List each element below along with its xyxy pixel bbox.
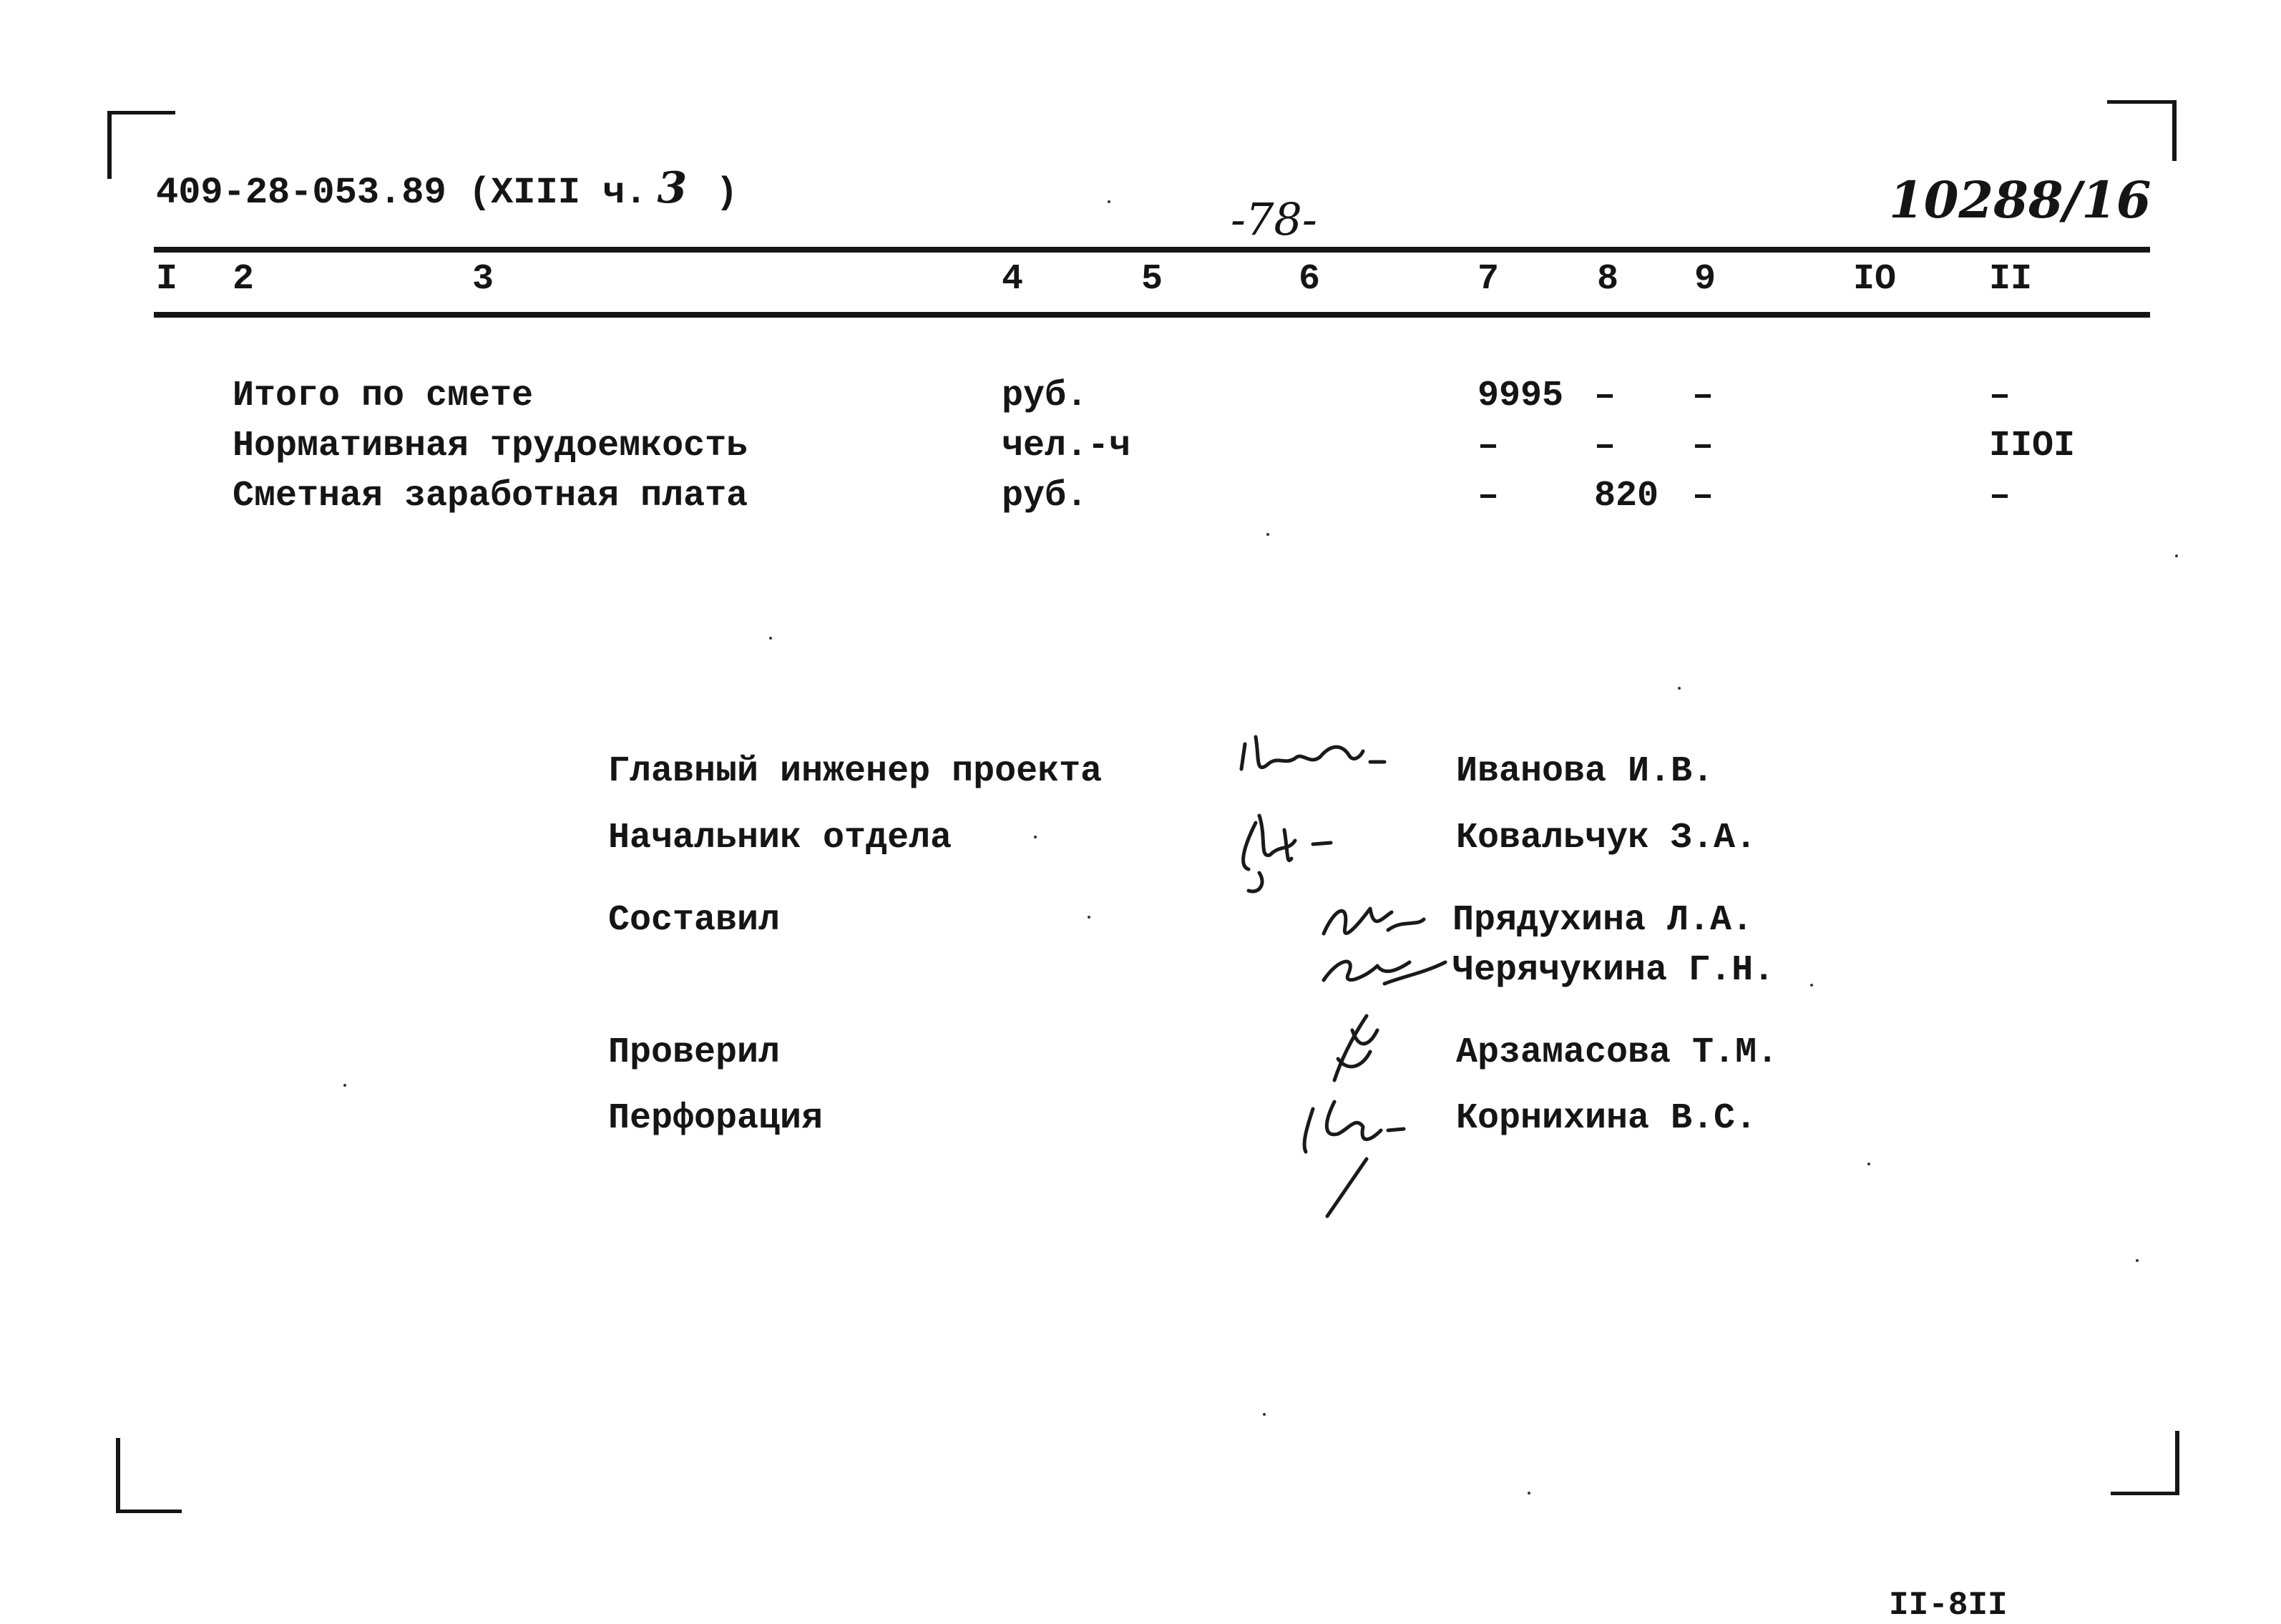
- part-number: 3: [657, 163, 688, 213]
- row-name: Сметная заработная плата: [233, 476, 748, 517]
- scan-speck: [769, 637, 772, 640]
- corner-bottom-right-horizontal: [2111, 1492, 2179, 1495]
- row-unit: руб.: [1002, 476, 1088, 517]
- column-header: 9: [1694, 259, 1716, 300]
- scan-speck: [1263, 1413, 1266, 1416]
- signature-scribble-3: [1324, 909, 1424, 934]
- table-header-rule: [154, 312, 2150, 318]
- row-name: Итого по смете: [233, 376, 534, 416]
- doc-code-header: [156, 163, 738, 214]
- row-col7: –: [1477, 426, 1500, 466]
- scan-speck: [1867, 1163, 1870, 1165]
- column-header: IO: [1853, 259, 1897, 300]
- signature-scribble-1: [1241, 737, 1384, 769]
- doc-code: 409-28-053.89 (XIII ч.: [156, 172, 648, 214]
- signature-role: Проверил: [608, 1032, 781, 1073]
- column-header: 5: [1141, 259, 1163, 300]
- column-header: II: [1989, 259, 2033, 300]
- scan-speck: [343, 1084, 346, 1087]
- row-col8: –: [1594, 376, 1616, 416]
- scan-speck: [2136, 1259, 2139, 1262]
- column-header: 6: [1299, 259, 1321, 300]
- column-header: 8: [1597, 259, 1619, 300]
- scan-speck: [1678, 687, 1681, 690]
- signature-name: Ковальчук З.А.: [1456, 818, 1757, 859]
- page-number: -78-: [1231, 193, 1317, 245]
- corner-top-left-vertical: [107, 111, 112, 179]
- column-header: 3: [472, 259, 494, 300]
- row-unit: чел.-ч: [1002, 426, 1131, 466]
- signature-scribble-2: [1244, 816, 1331, 891]
- signature-scribble-5: [1334, 1016, 1377, 1080]
- corner-bottom-right-vertical: [2175, 1431, 2179, 1495]
- footer-stamp: II-8II: [1889, 1587, 2008, 1624]
- inventory-number: 10288/16: [1889, 170, 2151, 230]
- signature-name: Черячукина Г.Н.: [1452, 950, 1775, 991]
- signature-name: Арзамасова Т.М.: [1456, 1032, 1779, 1073]
- row-col11: –: [1989, 376, 2011, 416]
- scan-speck: [1810, 984, 1813, 987]
- column-header: 4: [1002, 259, 1024, 300]
- row-col7: 9995: [1477, 376, 1564, 416]
- row-col9: –: [1692, 376, 1714, 416]
- corner-top-right-horizontal: [2107, 100, 2177, 104]
- signature-role: Перфорация: [608, 1098, 824, 1139]
- corner-bottom-left-horizontal: [116, 1510, 182, 1513]
- corner-top-left-horizontal: [107, 111, 175, 114]
- corner-top-right-vertical: [2172, 100, 2177, 161]
- row-unit: руб.: [1002, 376, 1088, 416]
- row-col8: 820: [1594, 476, 1659, 517]
- scan-speck: [1034, 836, 1037, 838]
- row-col11: –: [1989, 476, 2011, 517]
- handwritten-signatures: [1216, 715, 1460, 1231]
- signature-role: Составил: [608, 900, 781, 941]
- row-col9: –: [1692, 476, 1714, 517]
- scan-speck: [1266, 533, 1269, 536]
- signature-scribble-4: [1324, 962, 1445, 984]
- row-col9: –: [1692, 426, 1714, 466]
- column-header: I: [156, 259, 178, 300]
- corner-bottom-left-vertical: [116, 1438, 120, 1513]
- scan-speck: [2175, 554, 2178, 557]
- table-top-rule: [154, 247, 2150, 253]
- scan-speck: [1528, 1492, 1530, 1495]
- column-header: 2: [233, 259, 255, 300]
- column-header: 7: [1477, 259, 1500, 300]
- signature-scribble-6: [1304, 1102, 1404, 1216]
- row-col7: –: [1477, 476, 1500, 517]
- signature-role: Главный инженер проекта: [608, 751, 1103, 792]
- signature-name: Прядухина Л.А.: [1452, 900, 1754, 941]
- row-name: Нормативная трудоемкость: [233, 426, 748, 466]
- scan-speck: [1108, 200, 1110, 203]
- signature-name: Иванова И.В.: [1456, 751, 1714, 792]
- signature-name: Корнихина В.С.: [1456, 1098, 1757, 1139]
- row-col8: –: [1594, 426, 1616, 466]
- row-col11: IIOI: [1989, 426, 2076, 466]
- doc-code-close: ): [715, 172, 738, 214]
- signature-role: Начальник отдела: [608, 818, 952, 859]
- scan-speck: [1088, 916, 1090, 919]
